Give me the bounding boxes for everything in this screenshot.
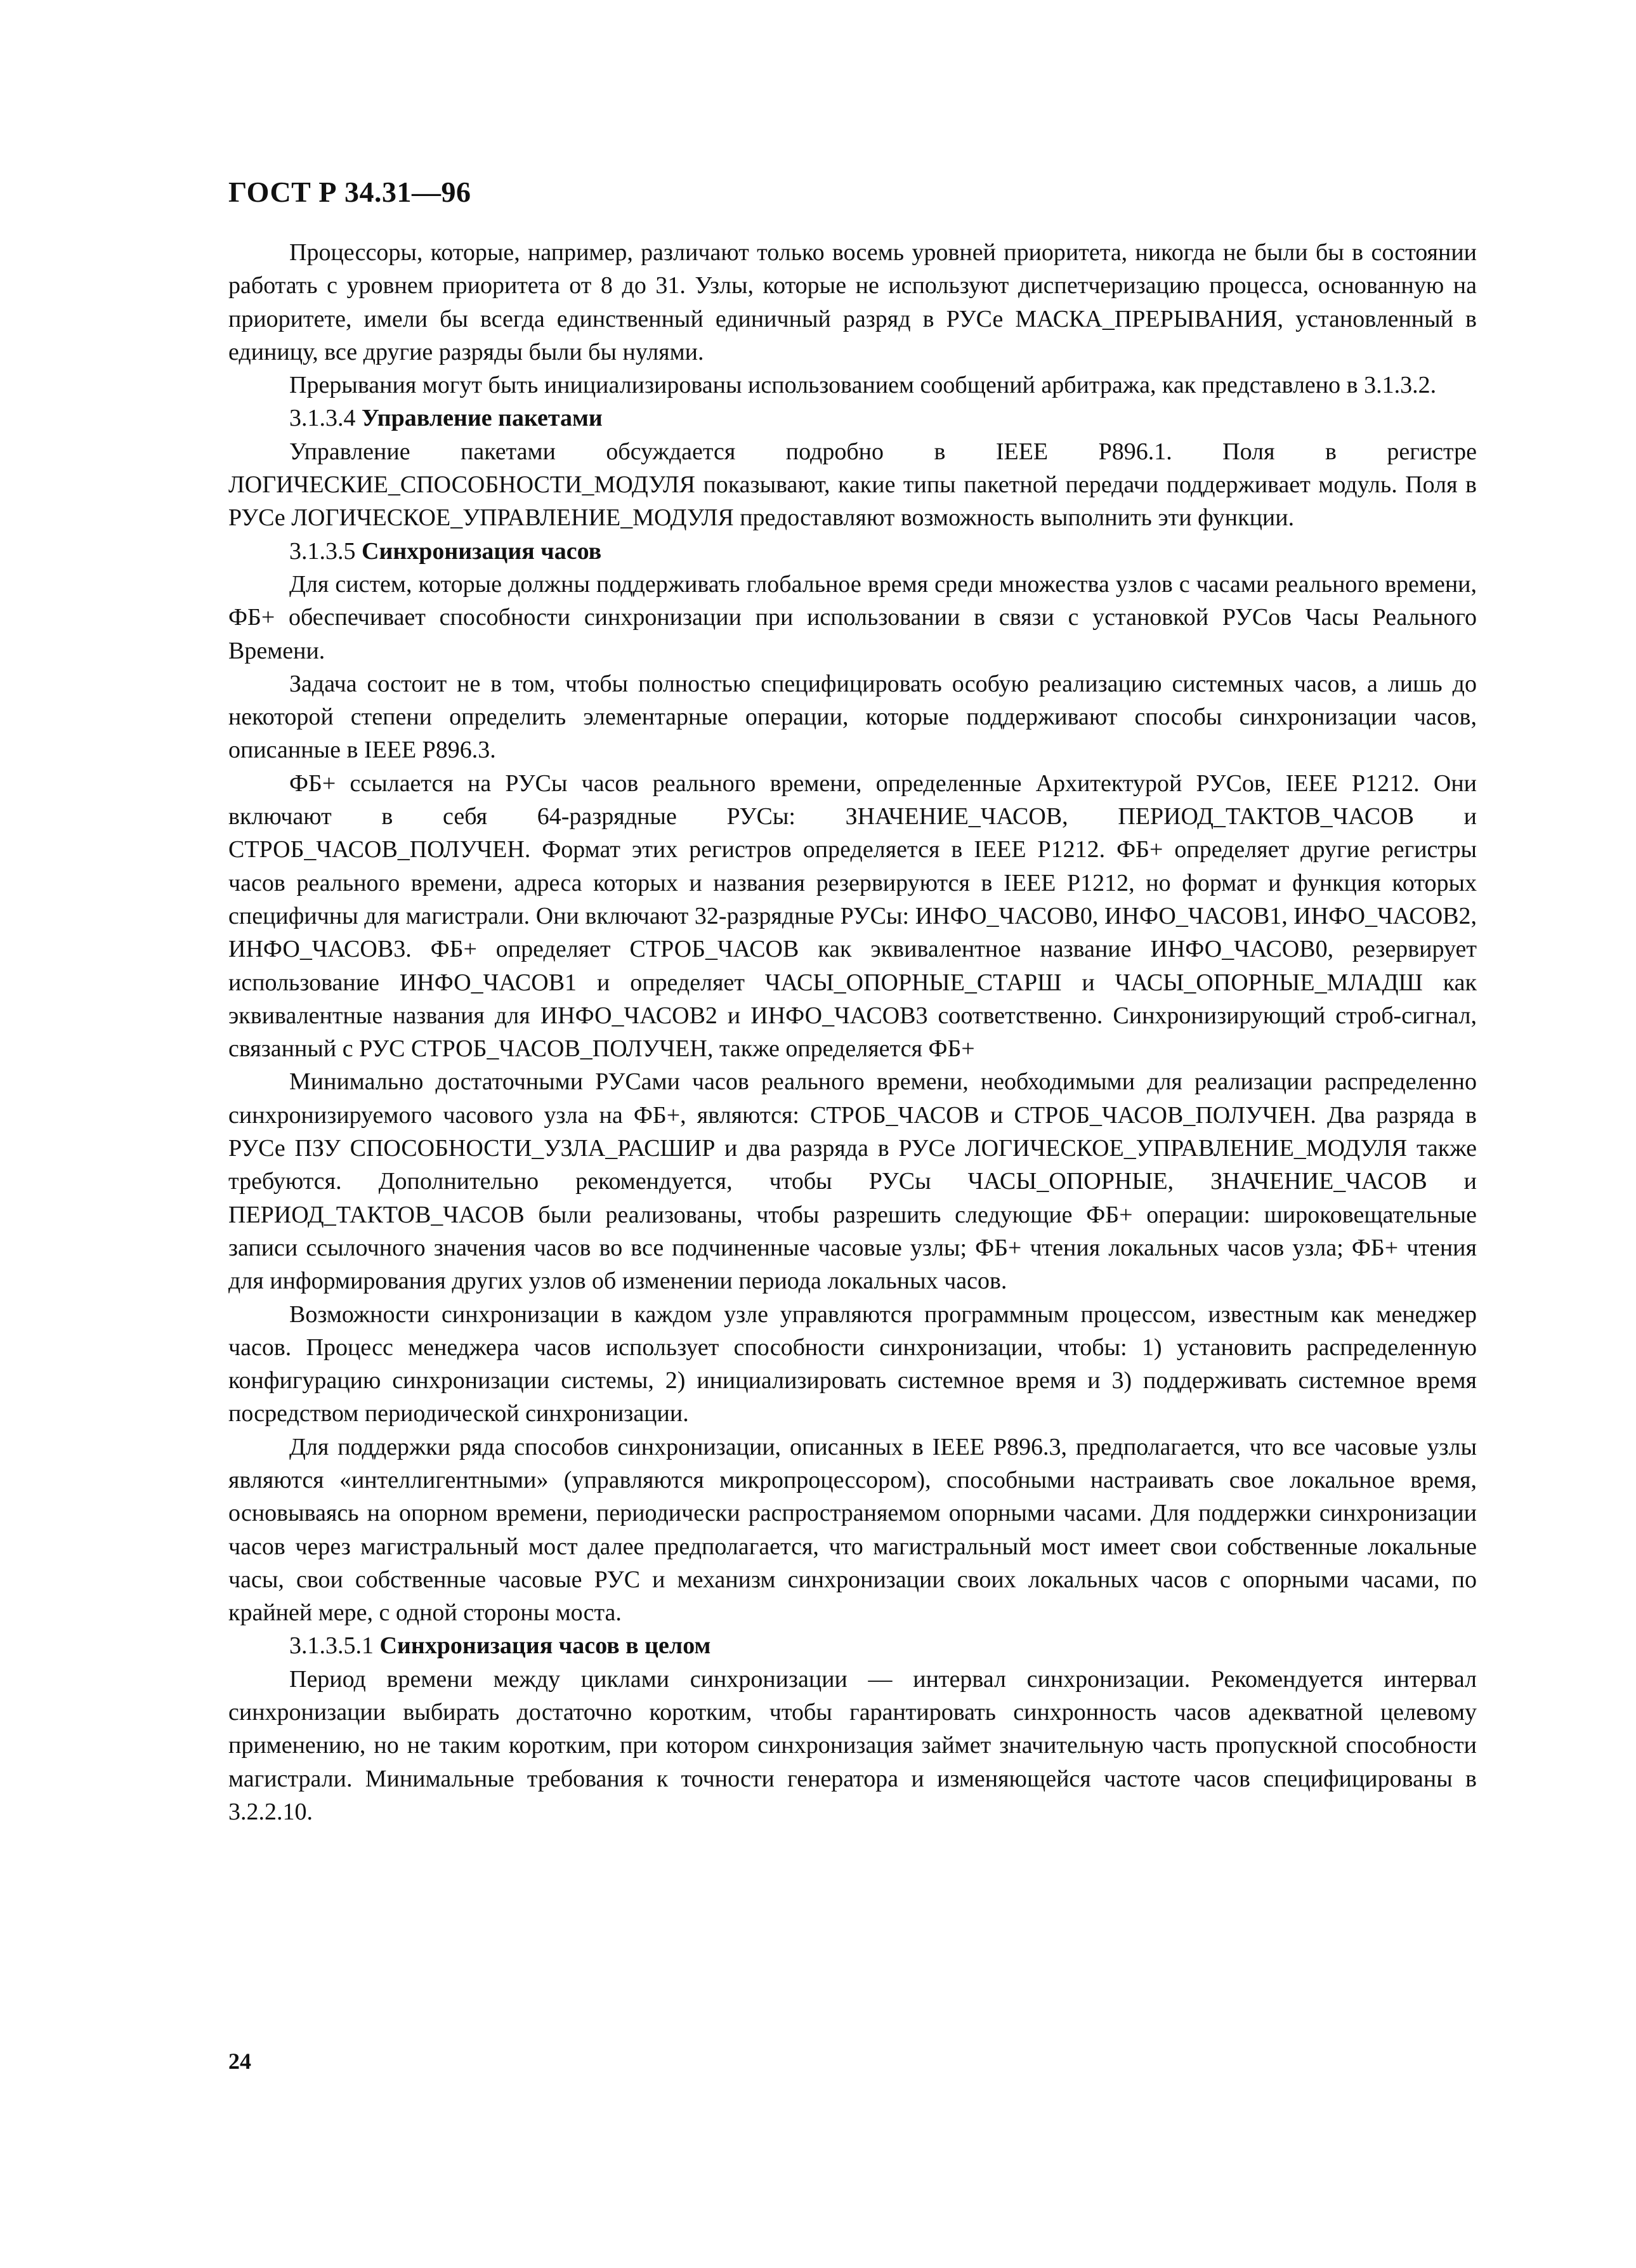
paragraph: Управление пакетами обсуждается подробно в IEEE P896.1. Поля в регистре ЛОГИЧЕСКИЕ_СПОСОБНОСТИ_МОДУЛЯ показывают, какие типы пакетной передачи поддерживает модуль. Поля в РУСе ЛОГИЧЕСКОЕ_УПРАВЛЕНИЕ_МОДУЛЯ предоставляют возможность выполнить эти функции.: [228, 438, 1477, 532]
paragraph: Задача состоит не в том, чтобы полностью специфицировать особую реализацию системных часов, а лишь до некоторой степени определить элементарные операции, которые поддерживают способы синхронизации часов, описанные в IEEE P896.3.: [228, 670, 1477, 764]
section-heading: [228, 535, 1477, 568]
document-body: [228, 236, 1477, 1828]
paragraph: Для систем, которые должны поддерживать глобальное время среди множества узлов с часами реального времени, ФБ+ обеспечивает способности синхронизации при использовании в связи с установкой РУСов Часы Реального Времени.: [228, 570, 1477, 664]
section-heading: [228, 1629, 1477, 1662]
section-number: 3.1.3.4: [289, 405, 356, 432]
paragraph: Для поддержки ряда способов синхронизации, описанных в IEEE P896.3, предполагается, что все часовые узлы являются «интеллигентными» (управляются микропроцессором), способными настраивать свое локальное время, основываясь на опорном времени, периодически распространяемом опорными часами. Для поддержки синхронизации часов через магистральный мост далее предполагается, что магистральный мост имеет свои собственные локальные часы, свои собственные часовые РУС и механизм синхронизации своих локальных часов с опорными часами, по крайней мере, с одной стороны моста.: [228, 1433, 1477, 1627]
paragraph: Прерывания могут быть инициализированы использованием сообщений арбитража, как представлено в 3.1.3.2.: [289, 372, 1437, 399]
paragraph: Возможности синхронизации в каждом узле управляются программным процессом, известным как менеджер часов. Процесс менеджера часов использует способности синхронизации, чтобы: 1) установить распределенную конфигурацию синхронизации системы, 2) инициализировать системное время и 3) поддерживать системное время посредством периодической синхронизации.: [228, 1301, 1477, 1427]
section-title: Синхронизация часов: [362, 537, 602, 565]
page-number: 24: [228, 2048, 251, 2074]
paragraph: ФБ+ ссылается на РУСы часов реального времени, определенные Архитектурой РУСов, IEEE P1212. Они включают в себя 64-разрядные РУСы: ЗНАЧЕНИЕ_ЧАСОВ, ПЕРИОД_ТАКТОВ_ЧАСОВ и СТРОБ_ЧАСОВ_ПОЛУЧЕН. Формат этих регистров определяется в IEEE P1212. ФБ+ определяет другие регистры часов реального времени, адреса которых и названия резервируются в IEEE P1212, но формат и функция которых специфичны для магистрали. Они включают 32-разрядные РУСы: ИНФО_ЧАСОВ0, ИНФО_ЧАСОВ1, ИНФО_ЧАСОВ2, ИНФО_ЧАСОВ3. ФБ+ определяет СТРОБ_ЧАСОВ как эквивалентное название ИНФО_ЧАСОВ0, резервирует использование ИНФО_ЧАСОВ1 и определяет ЧАСЫ_ОПОРНЫЕ_СТАРШ и ЧАСЫ_ОПОРНЫЕ_МЛАДШ как эквивалентные названия для ИНФО_ЧАСОВ2 и ИНФО_ЧАСОВ3 соответственно. Синхронизирующий строб-сигнал, связанный с РУС СТРОБ_ЧАСОВ_ПОЛУЧЕН, также определяется ФБ+: [228, 770, 1477, 1063]
document-code-header: ГОСТ Р 34.31—96: [228, 176, 471, 208]
paragraph: Период времени между циклами синхронизации — интервал синхронизации. Рекомендуется интервал синхронизации выбирать достаточно коротким, чтобы гарантировать синхронность часов адекватной целевому применению, но не таким коротким, при котором синхронизация займет значительную часть пропускной способности магистрали. Минимальные требования к точности генератора и изменяющейся частоте часов специфицированы в 3.2.2.10.: [228, 1665, 1477, 1825]
section-number: 3.1.3.5: [289, 537, 356, 565]
paragraph: Минимально достаточными РУСами часов реального времени, необходимыми для реализации распределенно синхронизируемого часового узла на ФБ+, являются: СТРОБ_ЧАСОВ и СТРОБ_ЧАСОВ_ПОЛУЧЕН. Два разряда в РУСе ПЗУ СПОСОБНОСТИ_УЗЛА_РАСШИР и два разряда в РУСе ЛОГИЧЕСКОЕ_УПРАВЛЕНИЕ_МОДУЛЯ также требуются. Дополнительно рекомендуется, чтобы РУСы ЧАСЫ_ОПОРНЫЕ, ЗНАЧЕНИЕ_ЧАСОВ и ПЕРИОД_ТАКТОВ_ЧАСОВ были реализованы, чтобы разрешить следующие ФБ+ операции: широковещательные записи ссылочного значения часов во все подчиненные часовые узлы; ФБ+ чтения локальных часов узла; ФБ+ чтения для информирования других узлов об изменении периода локальных часов.: [228, 1068, 1477, 1295]
paragraph: Процессоры, которые, например, различают только восемь уровней приоритета, никогда не были бы в состоянии работать с уровнем приоритета от 8 до 31. Узлы, которые не используют диспетчеризацию процесса, основанную на приоритете, имели бы всегда единственный единичный разряд в РУСе МАСКА_ПРЕРЫВАНИЯ, установленный в единицу, все другие разряды были бы нулями.: [228, 239, 1477, 365]
section-title: Управление пакетами: [362, 405, 603, 432]
section-heading: [228, 402, 1477, 435]
section-title: Синхронизация часов в целом: [379, 1632, 711, 1660]
section-number: 3.1.3.5.1: [289, 1632, 374, 1660]
